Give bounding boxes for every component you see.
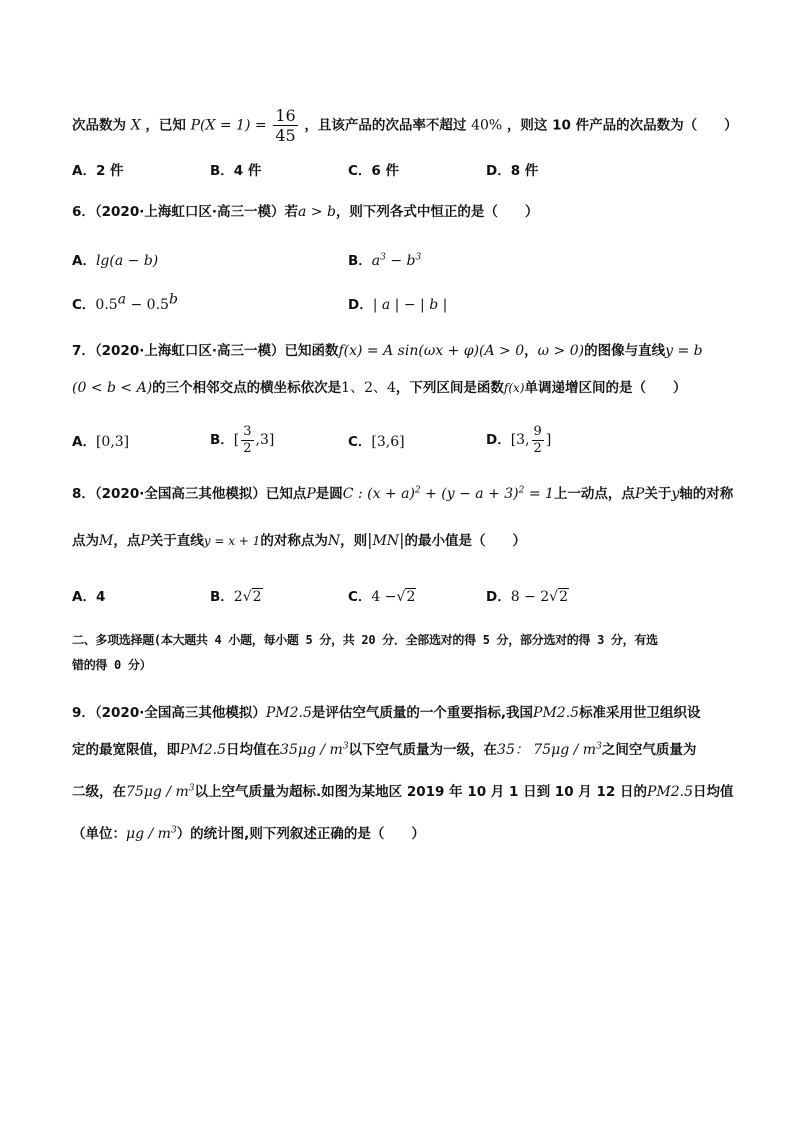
option-a[interactable]: A．4: [72, 589, 106, 605]
option-d[interactable]: D．8 − 2√2: [486, 589, 569, 605]
q9-stem-line4: （单位：μg / $m^3$）的统计图,则下列叙述正确的是（ ）: [72, 825, 425, 842]
option-d[interactable]: D．| a | − | b |: [348, 297, 448, 313]
var-x: X: [130, 117, 141, 134]
q5-text: ，已知: [145, 117, 186, 134]
option-b[interactable]: B．$a^3 - b^3$: [348, 252, 422, 269]
q5-text: 次品数为: [72, 117, 126, 134]
function-expr: f(x) = A sin(ωx + φ): [338, 343, 480, 359]
condition: a > b: [297, 204, 336, 220]
option-b[interactable]: B．2√2: [210, 589, 262, 605]
option-c[interactable]: C．0.5$^a$ − 0.5$^b$: [72, 291, 178, 313]
q6-stem: [72, 204, 538, 221]
option-d[interactable]: D．[3, $\frac{9}{2}$ ]: [486, 424, 552, 456]
q5-text: ，且该产品的次品率不超过: [304, 117, 467, 134]
option-a[interactable]: A．lg(a − b): [72, 253, 159, 269]
option-c[interactable]: C．6 件: [348, 163, 400, 179]
q8-stem-line1: 8．（2020·全国高三其他模拟）已知点P是圆C : $(x + a)^2 + (y - a + 3)^2 = 1$上一动点，点P关于y轴的对称: [72, 485, 734, 502]
option-b[interactable]: B．[ $\frac{3}{2}$ ,3]: [210, 424, 275, 456]
q5-stem: [72, 106, 738, 145]
fraction: $\frac{16}{45}$: [275, 106, 296, 146]
option-c[interactable]: C．4 −√2: [348, 589, 416, 605]
probability-expr: P(X = 1) =: [190, 117, 267, 134]
q8-stem-line2: 点为M，点P关于直线y = x + 1的对称点为N，则|MN|的最小值是（ ）: [72, 530, 526, 549]
option-c[interactable]: C．[3,6]: [348, 434, 405, 450]
option-a[interactable]: A．2 件: [72, 163, 124, 179]
q6-text: ，则下列各式中恒正的是（ ）: [335, 204, 539, 220]
q7-stem-line2: (0 < b < A)的三个相邻交点的横坐标依次是1、2、4，下列区间是函数f(x)单调递增区间的是（ ）: [72, 380, 687, 396]
option-b[interactable]: B．4 件: [210, 163, 262, 179]
q9-stem-line2: 定的最宽限值，即PM2.5日均值在$35\mu g / m^3$以下空气质量为一级，在35： $75\mu g / m^3$之间空气质量为: [72, 741, 697, 758]
expr: lg(a − b): [95, 253, 159, 269]
q9-stem-line3: 二级，在$75\mu g / m^3$以上空气质量为超标.如图为某地区 2019 年 10 月 1 日到 10 月 12 日的PM2.5日均值: [72, 783, 734, 800]
q7-stem-line1: 7．（2020·上海虹口区·高三一模）已知函数f(x) = A sin(ωx + φ)(A > 0，ω > 0)的图像与直线y = b: [72, 343, 703, 359]
option-d[interactable]: D．8 件: [486, 163, 539, 179]
expr: | a | − | b |: [372, 297, 448, 313]
q5-text: ，则这 10 件产品的次品数为（ ）: [506, 117, 738, 134]
option-a[interactable]: A．[0,3]: [72, 434, 130, 450]
q9-stem-line1: 9．（2020·全国高三其他模拟）PM2.5是评估空气质量的一个重要指标,我国PM2.5标准采用世卫组织设: [72, 705, 701, 721]
section-heading: 二、多项选择题(本大题共 4 小题，每小题 5 分，共 20 分．全部选对的得 5 分，部分选对的得 3 分，有选: [72, 633, 658, 647]
section-heading-cont: 错的得 0 分）: [72, 658, 152, 672]
percent: 40%: [471, 117, 503, 134]
q6-text: 6．（2020·上海虹口区·高三一模）若: [72, 204, 298, 220]
